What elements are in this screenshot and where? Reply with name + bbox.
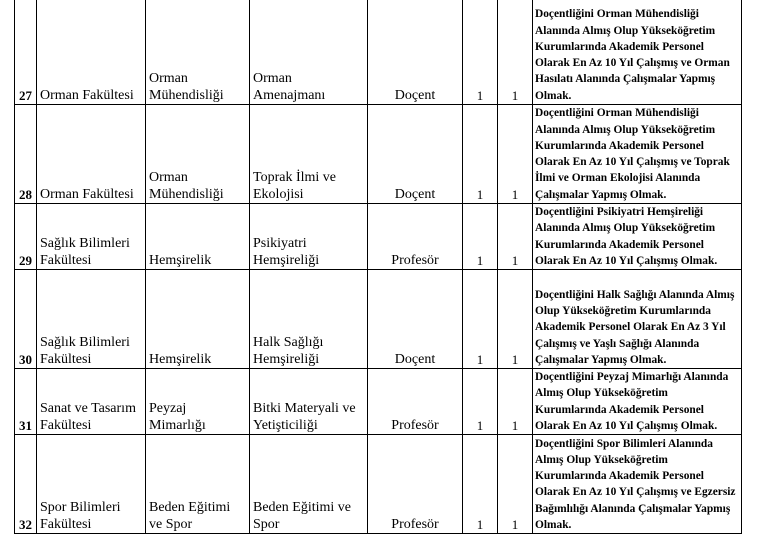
department-cell: Orman Mühendisliği (146, 0, 250, 105)
field-cell: Halk Sağlığı Hemşireliği (250, 270, 368, 369)
table-row (15, 369, 742, 435)
field-cell: Toprak İlmi ve Ekolojisi (250, 105, 368, 204)
table-row (15, 270, 742, 369)
department-cell: Peyzaj Mimarlığı (146, 369, 250, 435)
faculty-cell: Orman Fakültesi (37, 105, 146, 204)
count-cell: 1 (463, 204, 498, 270)
title-cell: Profesör (368, 435, 463, 534)
field-cell: Orman Amenajmanı (250, 0, 368, 105)
title-cell: Doçent (368, 105, 463, 204)
field-cell: Beden Eğitimi ve Spor (250, 435, 368, 534)
title-cell: Doçent (368, 270, 463, 369)
count-cell: 1 (463, 435, 498, 534)
faculty-cell: Orman Fakültesi (37, 0, 146, 105)
title-cell: Profesör (368, 369, 463, 435)
table-row (15, 204, 742, 270)
title-cell: Profesör (368, 204, 463, 270)
count-cell: 1 (498, 270, 533, 369)
positions-table (14, 0, 742, 534)
table-row (15, 0, 742, 105)
conditions-cell: Doçentliğini Peyzaj Mimarlığı Alanında Almış Olup Yükseköğretim Kurumlarında Akademik Personel Olarak En Az 10 Yıl Çalışmış Olmak. (533, 369, 742, 435)
count-cell: 1 (463, 105, 498, 204)
title-cell: Doçent (368, 0, 463, 105)
faculty-cell: Sağlık Bilimleri Fakültesi (37, 270, 146, 369)
conditions-cell: Doçentliğini Orman Mühendisliği Alanında Almış Olup Yükseköğretim Kurumlarında Akademik Personel Olarak En Az 10 Yıl Çalışmış ve Toprak İlmi ve Orman Ekolojisi Alanında Çalışmalar Yapmış Olmak. (533, 105, 742, 204)
count-cell: 1 (498, 105, 533, 204)
count-cell: 1 (498, 369, 533, 435)
row-number: 30 (15, 270, 37, 369)
row-number: 27 (15, 0, 37, 105)
row-number: 28 (15, 105, 37, 204)
count-cell: 1 (463, 369, 498, 435)
count-cell: 1 (463, 270, 498, 369)
row-number: 32 (15, 435, 37, 534)
count-cell: 1 (463, 0, 498, 105)
count-cell: 1 (498, 0, 533, 105)
field-cell: Psikiyatri Hemşireliği (250, 204, 368, 270)
count-cell: 1 (498, 435, 533, 534)
conditions-cell: Doçentliğini Psikiyatri Hemşireliği Alanında Almış Olup Yükseköğretim Kurumlarında Akademik Personel Olarak En Az 10 Yıl Çalışmış Olmak. (533, 204, 742, 270)
faculty-cell: Sağlık Bilimleri Fakültesi (37, 204, 146, 270)
conditions-cell: Doçentliğini Orman Mühendisliği Alanında Almış Olup Yükseköğretim Kurumlarında Akademik Personel Olarak En Az 10 Yıl Çalışmış ve Orman Hasılatı Alanında Çalışmalar Yapmış Olmak. (533, 0, 742, 105)
row-number: 31 (15, 369, 37, 435)
department-cell: Beden Eğitimi ve Spor (146, 435, 250, 534)
table-row (15, 105, 742, 204)
faculty-cell: Spor Bilimleri Fakültesi (37, 435, 146, 534)
conditions-cell: Doçentliğini Halk Sağlığı Alanında Almış Olup Yükseköğretim Kurumlarında Akademik Personel Olarak En Az 3 Yıl Çalışmış ve Yaşlı Sağlığı Alanında Çalışmalar Yapmış Olmak. (533, 270, 742, 369)
conditions-cell: Doçentliğini Spor Bilimleri Alanında Almış Olup Yükseköğretim Kurumlarında Akademik Personel Olarak En Az 10 Yıl Çalışmış ve Egzersiz Bağımlılığı Alanında Çalışmalar Yapmış Olmak. (533, 435, 742, 534)
department-cell: Hemşirelik (146, 270, 250, 369)
row-number: 29 (15, 204, 37, 270)
count-cell: 1 (498, 204, 533, 270)
department-cell: Orman Mühendisliği (146, 105, 250, 204)
table-row (15, 435, 742, 534)
field-cell: Bitki Materyali ve Yetişticiliği (250, 369, 368, 435)
faculty-cell: Sanat ve Tasarım Fakültesi (37, 369, 146, 435)
department-cell: Hemşirelik (146, 204, 250, 270)
